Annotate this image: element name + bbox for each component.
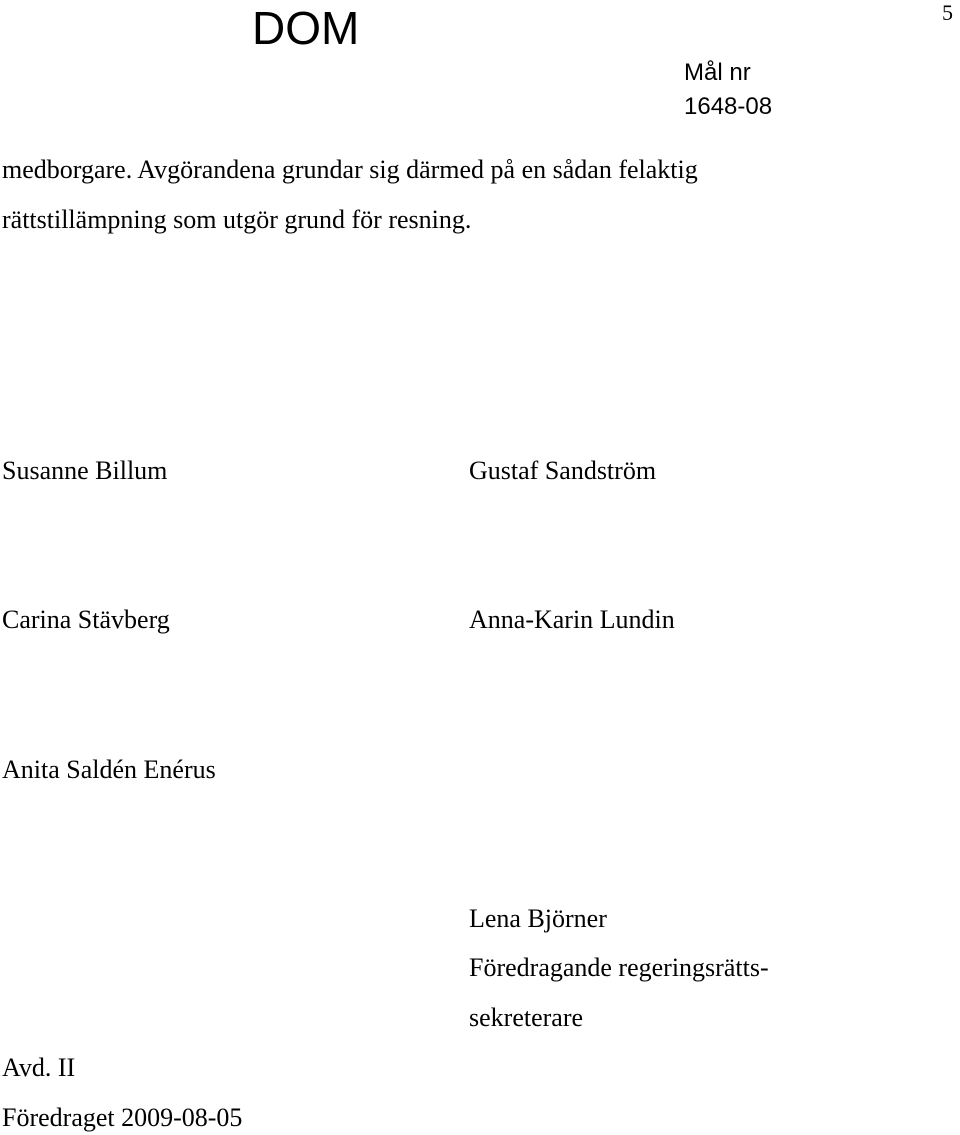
page-number: 5 bbox=[942, 0, 953, 25]
rapporteur-title: sekreterare bbox=[469, 1003, 584, 1032]
signatory-name: Susanne Billum bbox=[2, 456, 168, 485]
case-number-label: Mål nr bbox=[684, 59, 751, 86]
rapporteur-name: Lena Björner bbox=[469, 904, 607, 933]
case-number: 1648-08 bbox=[684, 93, 773, 120]
document-title: DOM bbox=[252, 2, 360, 54]
signatory-name: Anita Saldén Enérus bbox=[2, 755, 216, 784]
signatory-name: Anna-Karin Lundin bbox=[469, 605, 675, 634]
body-text-line: medborgare. Avgörandena grundar sig därmed på en sådan felaktig bbox=[2, 155, 698, 184]
signatory-name: Gustaf Sandström bbox=[469, 456, 657, 485]
division-label: Avd. II bbox=[2, 1053, 76, 1082]
presented-date: Föredraget 2009-08-05 bbox=[2, 1103, 243, 1132]
signatory-name: Carina Stävberg bbox=[2, 605, 170, 634]
rapporteur-title: Föredragande regeringsrätts- bbox=[469, 953, 769, 982]
body-text-line: rättstillämpning som utgör grund för resning. bbox=[2, 205, 472, 234]
